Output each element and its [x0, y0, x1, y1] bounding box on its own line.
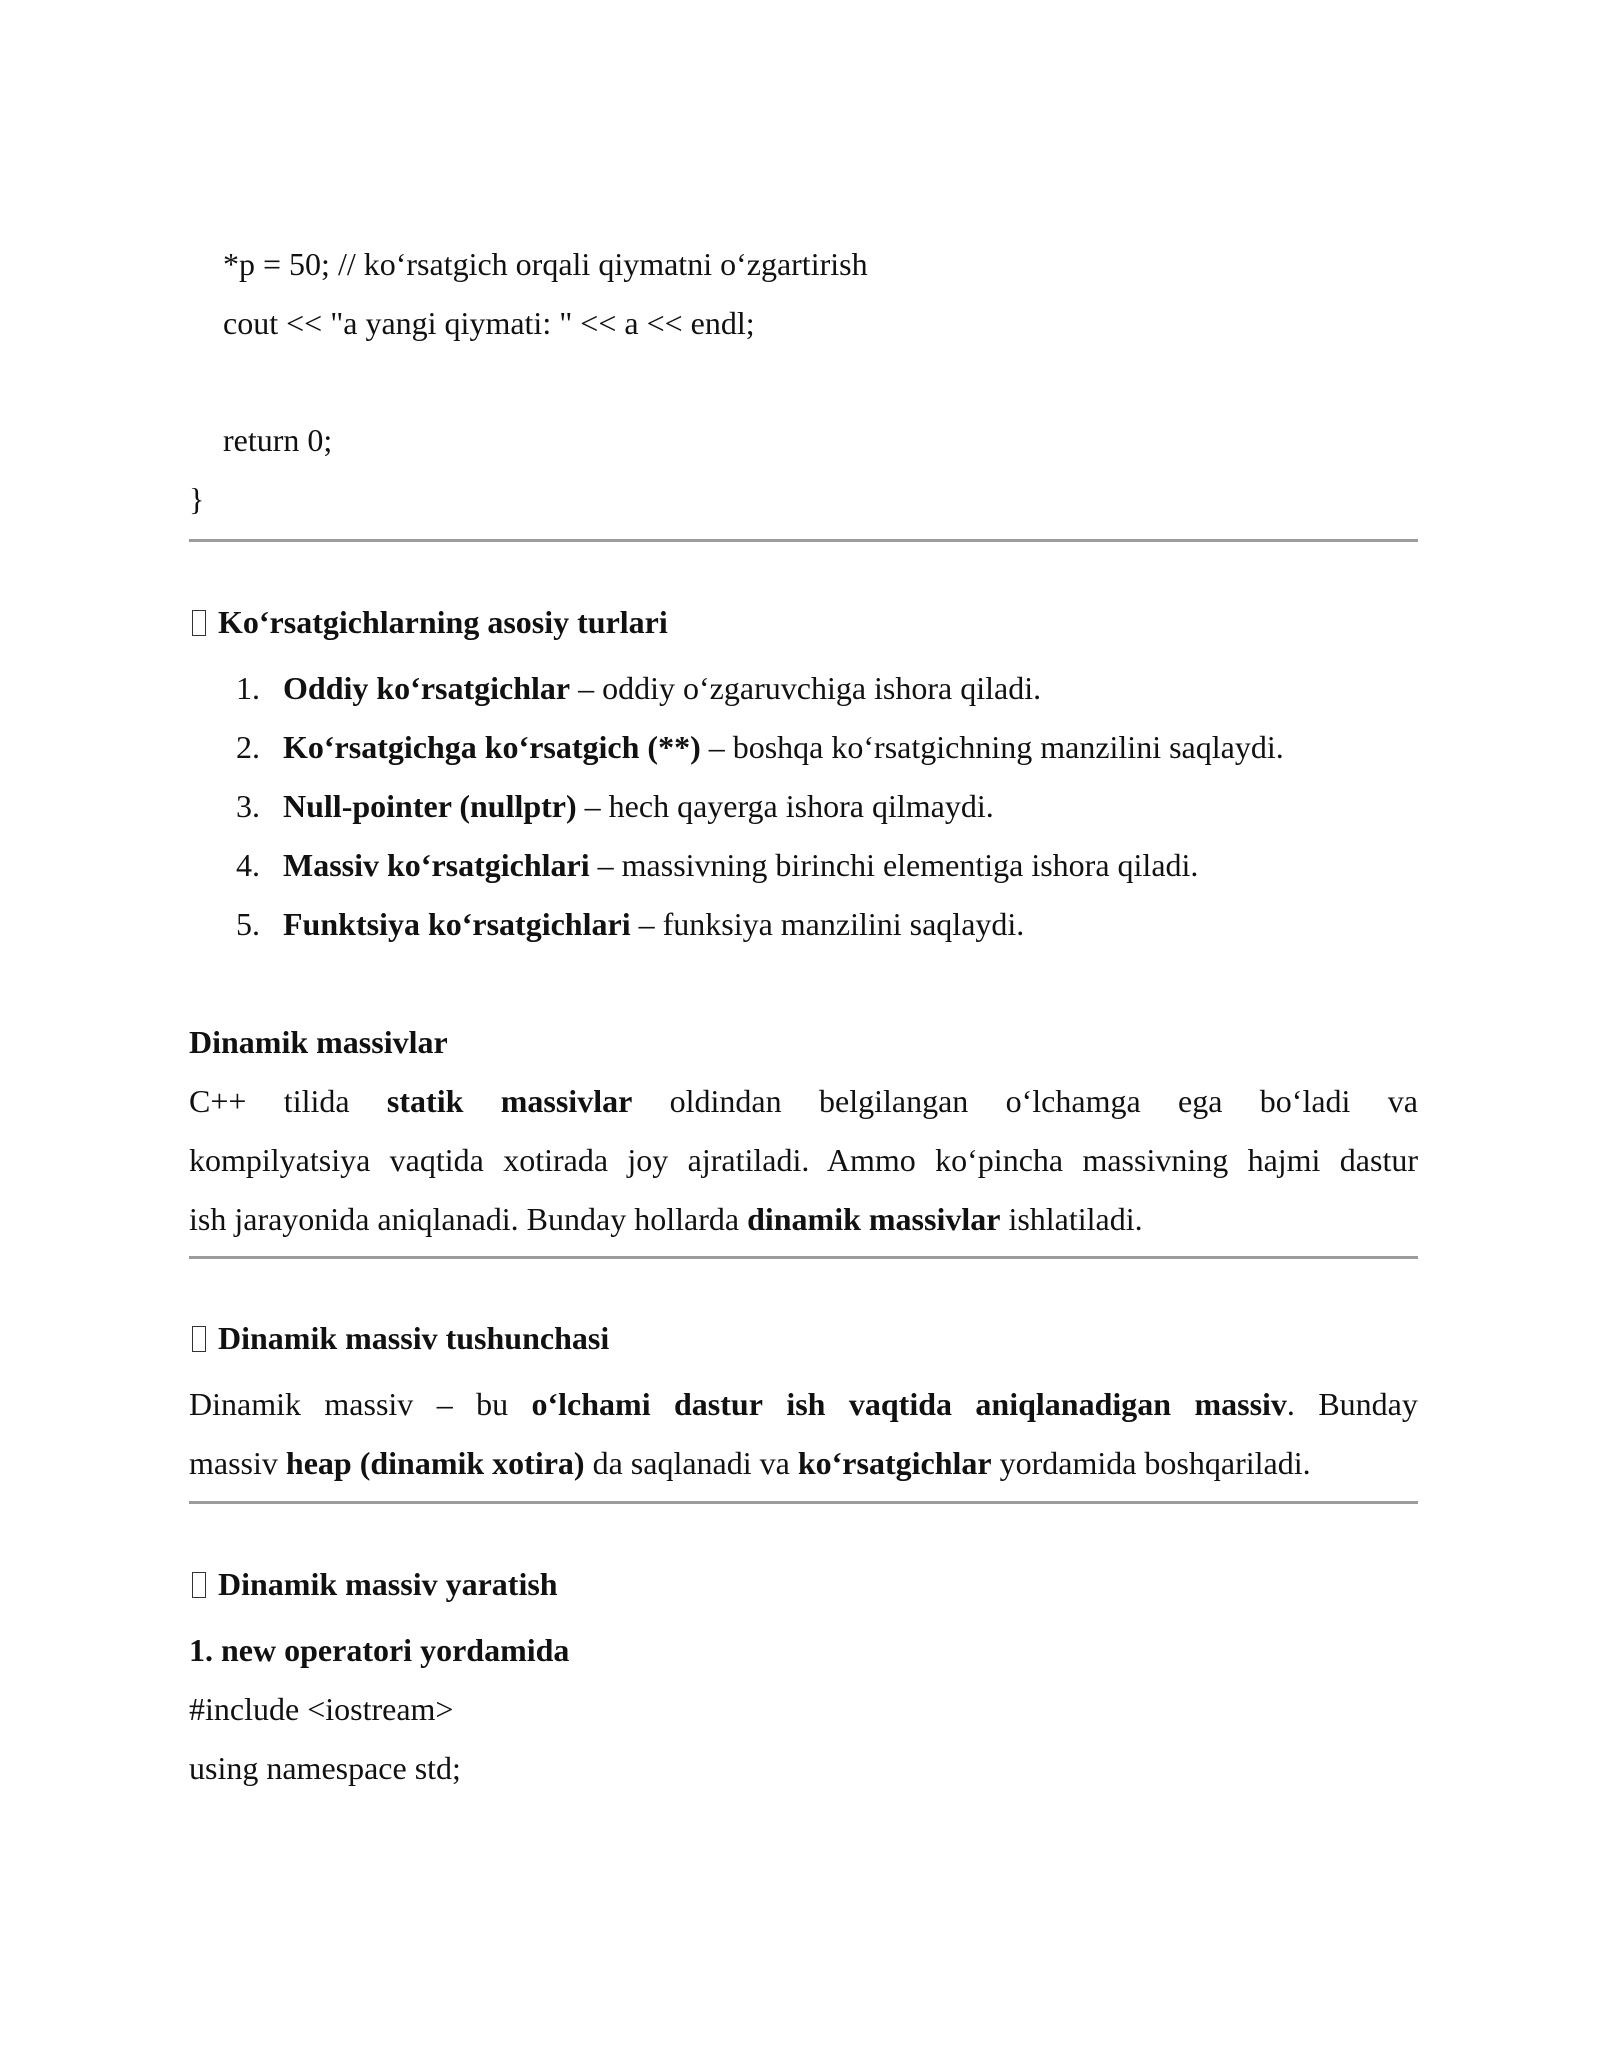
code-line: cout << "a yangi qiymati: " << a << endl;: [223, 305, 755, 341]
list-item: [236, 845, 1284, 904]
section-heading-text: Dinamik massiv tushunchasi: [218, 1320, 610, 1356]
horizontal-rule: [189, 539, 1418, 542]
section-heading: Dinamik massivlar: [189, 1024, 448, 1060]
section-heading: [189, 1564, 558, 1604]
word: va: [1387, 1083, 1418, 1119]
list-term: Oddiy ko‘rsatgichlar: [283, 670, 571, 706]
list-number: 3.: [236, 788, 260, 824]
code-line: }: [189, 481, 205, 517]
word: Bunday: [1318, 1386, 1418, 1422]
word: tilida: [283, 1083, 350, 1119]
list-description: – funksiya manzilini saqlaydi.: [630, 906, 1025, 942]
paragraph-line: [189, 1434, 1418, 1493]
code-line: #include <iostream>: [189, 1691, 454, 1727]
bold-run: ko‘rsatgichlar: [797, 1445, 992, 1481]
missing-glyph-icon: [192, 1326, 206, 1352]
text-run: da saqlanadi va: [584, 1445, 798, 1481]
word: vaqtida: [848, 1386, 952, 1422]
word: o‘lchami: [531, 1386, 651, 1422]
word: ish: [786, 1386, 826, 1422]
text-run: massiv: [189, 1445, 286, 1481]
word-group: [1194, 1375, 1294, 1434]
text-run: ish jarayonida aniqlanadi. Bunday hollarda: [189, 1201, 748, 1237]
word: –: [436, 1386, 453, 1422]
paragraph-line: [189, 1190, 1418, 1249]
paragraph-line: kompilyatsiya vaqtida xotirada joy ajratiladi. Ammo ko‘pincha massivning hajmi dastur: [189, 1142, 1418, 1178]
word: C++: [189, 1083, 247, 1119]
paragraph-line: [189, 1072, 1418, 1131]
list-term: Funktsiya ko‘rsatgichlari: [283, 906, 631, 942]
list-term: Ko‘rsatgichga ko‘rsatgich (**): [283, 729, 701, 765]
section-heading: [189, 1318, 609, 1358]
section-heading: [189, 602, 668, 642]
paragraph: [189, 1375, 1418, 1493]
list-number: 4.: [236, 847, 260, 883]
pointer-types-list: [236, 668, 1284, 963]
list-description: – oddiy o‘zgaruvchiga ishora qiladi.: [570, 670, 1042, 706]
word: massiv: [1194, 1386, 1287, 1422]
code-line: *p = 50; // ko‘rsatgich orqali qiymatni o‘zgartirish: [223, 246, 868, 282]
bold-run: heap (dinamik xotira): [285, 1445, 585, 1481]
word: o‘lchamga: [1005, 1083, 1141, 1119]
subsection-heading: 1. new operatori yordamida: [189, 1632, 570, 1668]
list-number: 2.: [236, 729, 260, 765]
horizontal-rule: [189, 1256, 1418, 1259]
section-heading-text: Ko‘rsatgichlarning asosiy turlari: [218, 604, 668, 640]
text-run: ishlatiladi.: [1000, 1201, 1143, 1237]
list-description: – boshqa ko‘rsatgichning manzilini saqlaydi.: [700, 729, 1284, 765]
word: oldindan: [669, 1083, 782, 1119]
list-item: [236, 786, 1284, 845]
paragraph-line: [189, 1375, 1418, 1434]
word: aniqlanadigan: [975, 1386, 1172, 1422]
word: massiv: [324, 1386, 414, 1422]
word: dastur: [674, 1386, 763, 1422]
missing-glyph-icon: [192, 610, 206, 636]
word: bu: [476, 1386, 509, 1422]
word: massivlar: [500, 1083, 633, 1119]
punctuation: .: [1286, 1386, 1295, 1422]
paragraph: [189, 1072, 1418, 1249]
word: bo‘ladi: [1259, 1083, 1351, 1119]
section-heading-text: Dinamik massiv yaratish: [218, 1566, 558, 1602]
code-line: return 0;: [223, 422, 333, 458]
word: belgilangan: [818, 1083, 969, 1119]
word: Dinamik: [189, 1386, 301, 1422]
list-item: [236, 727, 1284, 786]
bold-run: dinamik massivlar: [747, 1201, 1001, 1237]
list-term: Null-pointer (nullptr): [283, 788, 577, 824]
list-description: – hech qayerga ishora qilmaydi.: [576, 788, 994, 824]
list-number: 5.: [236, 906, 260, 942]
list-item: [236, 904, 1284, 963]
list-description: – massivning birinchi elementiga ishora qiladi.: [589, 847, 1199, 883]
list-number: 1.: [236, 670, 260, 706]
list-item: [236, 668, 1284, 727]
code-line: using namespace std;: [189, 1750, 461, 1786]
list-term: Massiv ko‘rsatgichlari: [283, 847, 590, 883]
missing-glyph-icon: [192, 1572, 206, 1598]
word: ega: [1178, 1083, 1223, 1119]
text-run: yordamida boshqariladi.: [991, 1445, 1311, 1481]
word: statik: [386, 1083, 464, 1119]
horizontal-rule: [189, 1501, 1418, 1504]
